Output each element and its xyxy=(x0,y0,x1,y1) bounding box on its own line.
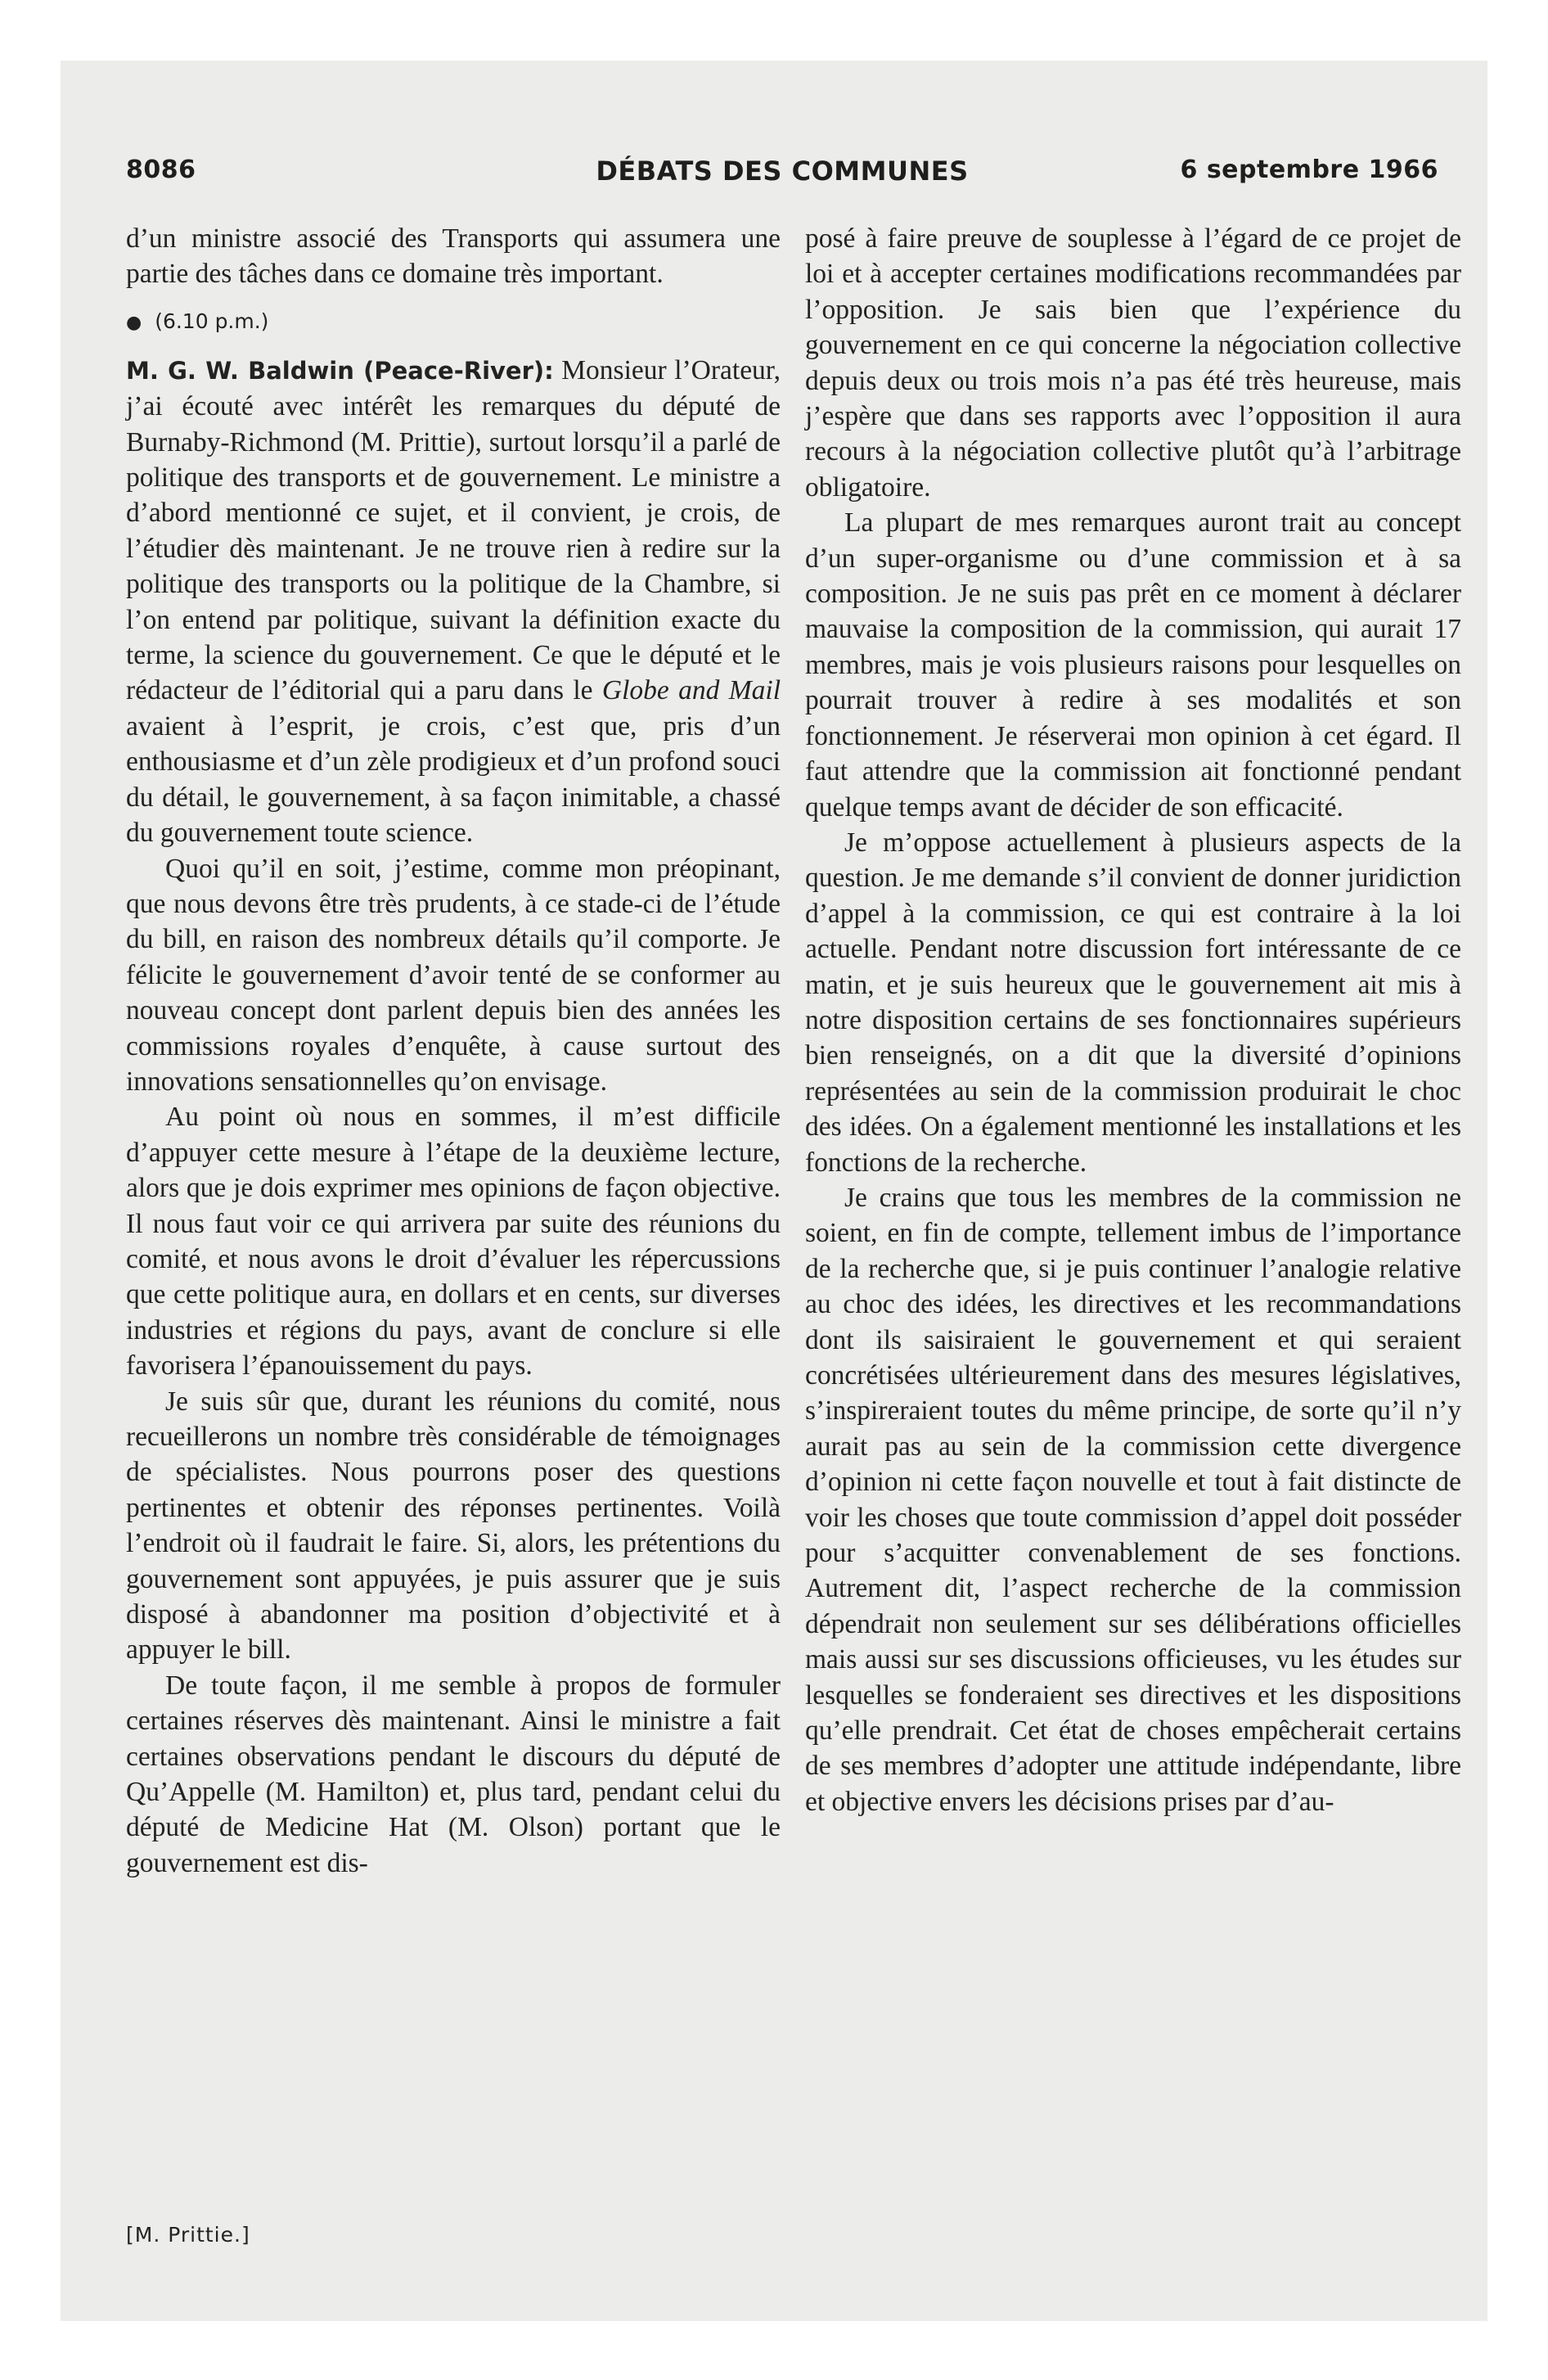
paragraph: Au point où nous en sommes, il m’est difficile d’appuyer cette mesure à l’étape de la deuxième lecture, alors que je dois exprimer mes opinions de façon objective. Il nous faut voir ce qui arrivera par suite des réunions du comité, et nous avons le droit d’évaluer les répercussions que cette politique aura, en dollars et en cents, sur diverses industries et régions du pays, avant de conclure si elle favorisera l’épanouissement du pays. xyxy=(126,1102,781,1382)
speaker-name: M. G. W. Baldwin (Peace-River): xyxy=(126,356,554,385)
paragraph: d’un ministre associé des Transports qui assumera une partie des tâches dans ce domaine très important. xyxy=(126,223,781,290)
page-header xyxy=(126,156,1438,192)
page-title: DÉBATS DES COMMUNES xyxy=(596,156,969,187)
speech-text-cont: avaient à l’esprit, je crois, c’est que, pris d’un enthousiasme et d’un zèle prodigieux et d’un profond souci du détail, le gouvernement, à sa façon inimitable, a chassé du gouvernement toute science. xyxy=(126,710,781,849)
left-column xyxy=(126,221,781,1881)
timestamp xyxy=(126,300,781,345)
paragraph: Je suis sûr que, durant les réunions du comité, nous recueillerons un nombre très considérable de témoignages de spécialistes. Nous pourrons poser des questions pertinentes et obtenir des réponses pertinentes. Voilà l’endroit où il faudrait le faire. Si, alors, les prétentions du gouvernement sont appuyées, je puis assurer que je suis disposé à abandonner ma position d’objectivité et à appuyer le bill. xyxy=(126,1386,781,1666)
paragraph: La plupart de mes remarques auront trait au concept d’un super-organisme ou d’une commission et à sa composition. Je ne suis pas prêt en ce moment à déclarer mauvaise la composition de la commission, qui aurait 17 membres, mais je vois plusieurs raisons pour lesquelles on pourrait trouver à redire à ses modalités et son fonctionnement. Je réserverai mon opinion à cet égard. Il faut attendre que la commission ait fonctionné pendant quelque temps avant de décider de son efficacité. xyxy=(805,507,1461,823)
paragraph: Je crains que tous les membres de la commission ne soient, en fin de compte, tellement imbus de l’importance de la recherche que, si je puis continuer l’analogie relative au choc des idées, les directives et les recommandations dont ils saisiraient le gouvernement et qui seraient concrétisées ultérieurement dans des mesures législatives, s’inspireraient toutes du même principe, de sorte qu’il n’y aurait pas au sein de la commission cette divergence d’opinion ni cette façon nouvelle et tout à fait distincte de voir les choses que toute commission d’appel doit posséder pour s’acquitter convenablement de ses fonctions. Autrement dit, l’aspect recherche de la commission dépendrait non seulement sur ses délibérations officielles mais aussi sur ses discussions officieuses, vu les études sur lesquelles se fonderaient ses directives et les dispositions qu’elle prendrait. Cet état de choses empêcherait certains de ses membres d’adopter une attitude indépendante, libre et objective envers les décisions prises par d’au- xyxy=(805,1182,1461,1817)
right-column xyxy=(805,221,1461,1819)
page-date: 6 septembre 1966 xyxy=(1180,156,1438,184)
speech-text: Monsieur l’Orateur, j’ai écouté avec intérêt les remarques du député de Burnaby-Richmond (M. Prittie), surtout lorsqu’il a parlé de politique des transports et de gouvernement. Le ministre a d’abord mentionné ce sujet, et il convient, je crois, de l’étudier dès maintenant. Je ne trouve rien à redire sur la politique des transports ou la politique de la Chambre, si l’on entend par politique, suivant la définition exacte du terme, la science du gouvernement. Ce que le député et le rédacteur de l’éditorial qui a paru dans le xyxy=(126,354,781,706)
paragraph: De toute façon, il me semble à propos de formuler certaines réserves dès maintenant. Ainsi le ministre a fait certaines observations pendant le discours du député de Qu’Appelle (M. Hamilton) et, plus tard, pendant celui du député de Medicine Hat (M. Olson) portant que le gouvernement est dis- xyxy=(126,1670,781,1878)
speech-paragraph xyxy=(126,353,781,851)
paragraph: Je m’oppose actuellement à plusieurs aspects de la question. Je me demande s’il convient de donner juridiction d’appel à la commission, ce qui est contraire à la loi actuelle. Pendant notre discussion fort intéressante de ce matin, et je suis heureux que le gouvernement ait mis à notre disposition certains de ses fonctionnaires supérieurs bien renseignés, on a dit que la diversité d’opinions représentées au sein de la commission produirait le choc des idées. On a également mentionné les installations et les fonctions de la recherche. xyxy=(805,827,1461,1178)
page-number: 8086 xyxy=(126,156,196,184)
paragraph: posé à faire preuve de souplesse à l’égard de ce projet de loi et à accepter certaines modifications recommandées par l’opposition. Je sais bien que l’expérience du gouvernement en ce qui concerne la négociation collective depuis deux ou trois mois n’a pas été très heureuse, mais j’espère que dans ses rapports avec l’opposition il aura recours à la négociation collective plutôt qu’à l’arbitrage obligatoire. xyxy=(805,223,1461,503)
newspaper-title: Globe and Mail xyxy=(601,675,781,706)
bullet-icon: ● xyxy=(126,312,142,333)
timestamp-text: (6.10 p.m.) xyxy=(155,309,269,333)
paragraph: Quoi qu’il en soit, j’estime, comme mon préopinant, que nous devons être très prudents, à ce stade-ci de l’étude du bill, en raison des nombreux détails qu’il comporte. Je félicite le gouvernement d’avoir tenté de se conformer au nouveau concept dont parlent depuis bien des années les commissions royales d’enquête, à cause surtout des innovations sensationnelles qu’on envisage. xyxy=(126,853,781,1097)
speaker-citation: [M. Prittie.] xyxy=(126,2223,250,2247)
